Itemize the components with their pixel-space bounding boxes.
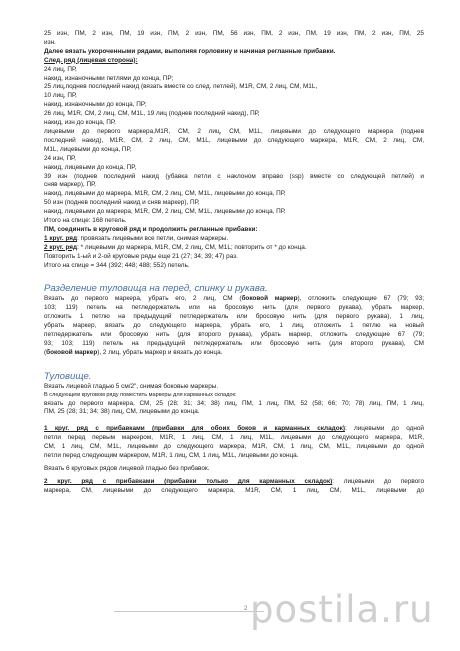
row-line: накид, изнаночными петлями до конца, ПР;	[44, 74, 174, 82]
row-line: накид, изнаночными до конца, ПР;	[44, 101, 147, 109]
para-line: 93; 103; 119) петель на предыдущий петледержатель или бросовую нить (для второго рукава), СМ	[44, 340, 424, 347]
row-list	[44, 66, 424, 226]
page-number: 2	[244, 606, 248, 612]
side-marker-label: боковой маркер	[241, 295, 298, 303]
round-2-text: : * лицевыми до маркера, M1R, СМ, 2 лиц, СМ, M1L; повторить от * до конца.	[77, 243, 307, 251]
row-line: накид, лицевыми до маркера, M1R, СМ, 2 лиц, СМ, M1L, лицевыми до конца, ПР,	[44, 208, 286, 216]
body-line: вязать до первого маркера, СМ, 25 (28; 31; 34; 38) лиц, ПМ, 1 лиц, ПМ, 52 (58; 66; 70; 78) лиц, ПМ, 1 лиц,	[44, 399, 424, 407]
round-2	[44, 244, 424, 253]
para-line: петледержатель или бросовую нить (для второго рукава), убрать маркер, отложить следующие 67 (79;	[44, 331, 424, 339]
side-marker-label: боковой маркер	[46, 348, 98, 356]
row-line: M1L, лицевыми до конца, ПР,	[44, 145, 132, 153]
section-heading: Туловище.	[44, 370, 92, 382]
total-line: Итого на спице: 168 петель.	[44, 217, 127, 225]
text-line: 25 изн, ПМ, 2 изн, ПМ, 19 изн, ПМ, 2 изн, ПМ, 56 изн, ПМ, 2 изн, ПМ, 19 изн, ПМ, 2 изн, ПМ, 25	[44, 30, 424, 37]
watermark: postila.ru	[250, 588, 434, 631]
row-line: 50 изн (поднев последний накид и сняв маркер), ПР,	[44, 199, 200, 207]
round-1	[44, 235, 424, 244]
para-line: отложить 1 петлю на предыдущий петледержатель или бросовую нить (для первого рукава), 1 лиц,	[44, 313, 424, 321]
para-line: СМ, 1 лиц, СМ, M1L, лицевыми до следующего маркера, M1R, СМ, 1 лиц, СМ, M1L, лицевыми до одной	[44, 443, 424, 451]
division-paragraph	[44, 295, 424, 357]
para-line: петли перед первым маркером, M1R, 1 лиц, СМ, 1 лиц, M1L, лицевыми до следующего маркера, M1R,	[44, 434, 424, 442]
increase-round-2: 2 круг. ряд с прибавками (прибавки только для карманных складок): лицевыми до первого	[44, 477, 424, 485]
round-2-label: 2 круг. ряд	[44, 243, 78, 251]
repeat-line: Повторить 1-ый и 2-ой круговые ряды еще 21 (27; 34; 39; 47) раз.	[44, 252, 238, 260]
round-1-label: 1 круг. ряд	[44, 234, 78, 242]
row-line: 26 лиц, M1R, СМ, 2 лиц, СМ, M1L, 19 лиц (поднев последний накид), ПР,	[44, 110, 260, 118]
footer-divider	[114, 611, 264, 612]
total-line: Итого на спице = 344 (392; 448; 488; 552) петель.	[44, 261, 190, 269]
increase-round-1-label: 1 круг. ряд с прибавками (прибавки для обоих боков и карманных складок)	[44, 425, 345, 433]
para-line: 103; 119) петель на петледержатель или на бросовую нить (для первого рукава), убрать маркер,	[44, 304, 424, 312]
row-line: сняв маркер), ПР,	[44, 181, 96, 189]
row-line: 39 изн (поднев последний накид (убавка петли с наклоном вправо (ssp) вместе со следующей петлей) и	[44, 172, 424, 180]
row-line: 24 лиц, ПР,	[44, 65, 77, 73]
row-line: последний накид), M1R, СМ, 2 лиц, СМ, M1L, лицевыми до следующего маркера, M1R, СМ, 2 лиц, СМ,	[44, 136, 424, 144]
round-intro: ПМ, соединить в круговой ряд и продолжить регланные прибавки:	[44, 225, 258, 233]
para-line: маркера, СМ, лицевыми до следующего маркера, M1R, СМ, 1 лиц, СМ, M1L, лицевыми до	[44, 486, 424, 494]
increase-round-1: 1 круг. ряд с прибавками (прибавки для обоих боков и карманных складок): лицевыми до одной	[44, 425, 424, 433]
row-line: лицевыми до первого маркера,M1R, СМ, 2 лиц, СМ, M1L, лицевыми до следующего маркера (поднев	[44, 127, 424, 135]
text-line: изн.	[44, 38, 56, 46]
row-line: накид, лицевыми до маркера, M1R, СМ, 2 лиц, СМ, M1L, лицевыми до конца, ПР,	[44, 190, 286, 198]
row-line: накид, лицевыми до конца, ПР,	[44, 163, 137, 171]
section-heading: Разделение туловища на перед, спинку и рукава.	[44, 283, 268, 295]
row-line: 24 изн, ПР,	[44, 154, 76, 162]
row-line: накид, изн до конца, ПР,	[44, 119, 116, 127]
row-label: След. ряд (лицевая сторона):	[44, 56, 138, 64]
section-intro: Далее вязать укороченными рядами, выполняя горловину и начиная регланные прибавки.	[44, 47, 336, 55]
body-line: ПМ, 25 (28; 31; 34; 38) лиц, СМ, лицевыми до конца.	[44, 408, 200, 416]
row-line: 10 лиц, ПР,	[44, 92, 77, 100]
body-line: Вязать лицевой гладью 5 см/2", снимая боковые маркеры.	[44, 382, 219, 390]
plain-rows-line: Вязать 6 круговых рядов лицевой гладью без прибавок.	[44, 464, 210, 472]
increase-round-2-label: 2 круг. ряд с прибавками (прибавки только для карманных складок)	[44, 477, 333, 485]
body-line: В следующем круговом ряду поместить маркеры для карманных складок:	[44, 391, 237, 398]
para-line: Вязать до первого маркера, убрать его, 2 лиц, СМ (боковой маркер), отложить следующие 67 (79; 93;	[44, 295, 424, 303]
para-line: убрать маркер, вязать до следующего маркера, убрать его, 1 лиц, отложить 1 петлю на новый	[44, 322, 424, 330]
para-line: (боковой маркер), 2 лиц, убрать маркер и вязать до конца.	[44, 348, 223, 356]
round-1-text: : провязать лицевыми все петли, снимая маркеры.	[77, 234, 229, 242]
row-line: 25 лиц,поднев последний накид (вязать вместе со след. петлей), M1R, СМ, 2 лиц, СМ, M1L,	[44, 83, 318, 91]
para-line: петли перед следующим маркером, M1R, 1 лиц, СМ, 1 лиц, M1L, лицевыми до конца.	[44, 452, 299, 460]
